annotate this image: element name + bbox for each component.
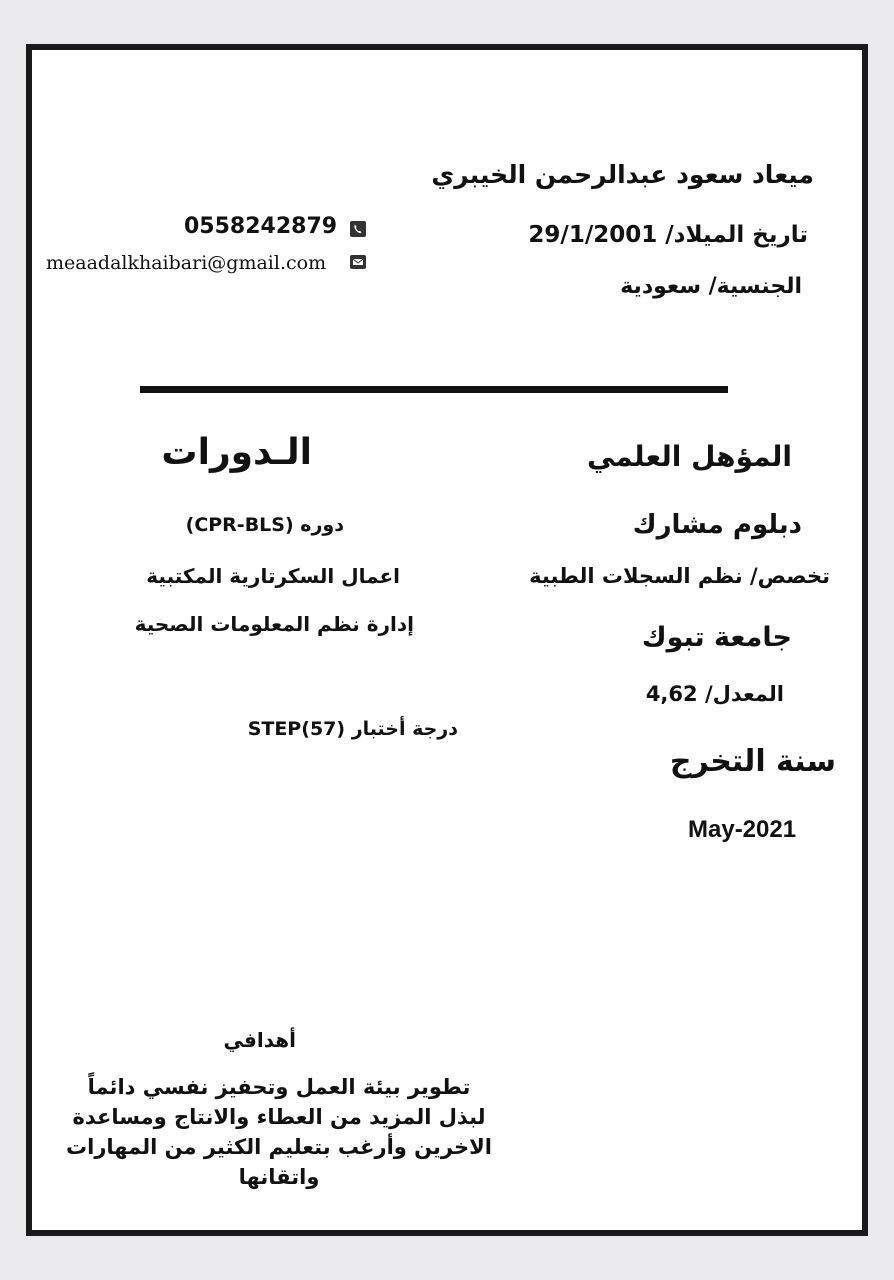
phone-icon bbox=[350, 221, 366, 237]
graduation-date: May-2021 bbox=[688, 816, 797, 843]
goals-text bbox=[44, 1072, 514, 1192]
header-divider bbox=[140, 386, 728, 393]
goals-line: الاخرين وأرغب بتعليم الكثير من المهارات bbox=[66, 1135, 492, 1159]
course-item: دوره (CPR-BLS) bbox=[185, 514, 344, 536]
graduation-heading: سنة التخرج bbox=[669, 744, 836, 779]
goals-line: واتقانها bbox=[238, 1165, 320, 1189]
gpa: المعدل/ 4,62 bbox=[645, 682, 784, 706]
course-item: اعمال السكرتارية المكتبية bbox=[146, 564, 400, 588]
goals-line: تطوير بيئة العمل وتحفيز نفسي دائماً bbox=[87, 1075, 471, 1099]
full-name: ميعاد سعود عبدالرحمن الخيبري bbox=[431, 160, 814, 189]
major: تخصص/ نظم السجلات الطبية bbox=[529, 564, 830, 588]
courses-heading: الـدورات bbox=[161, 432, 312, 473]
degree: دبلوم مشارك bbox=[632, 510, 802, 540]
phone-number: 0558242879 bbox=[184, 214, 338, 239]
email-address: meaadalkhaibari@gmail.com bbox=[46, 252, 327, 274]
qualification-heading: المؤهل العلمي bbox=[586, 440, 792, 473]
goals-heading: أهدافي bbox=[223, 1028, 296, 1052]
goals-line: لبذل المزيد من العطاء والانتاج ومساعدة bbox=[72, 1105, 486, 1129]
university: جامعة تبوك bbox=[641, 622, 792, 653]
birth-date: تاريخ الميلاد/ 29/1/2001 bbox=[528, 222, 808, 248]
email-icon bbox=[350, 255, 366, 269]
course-item: إدارة نظم المعلومات الصحية bbox=[134, 612, 414, 636]
step-score: درجة أختبار (57)STEP bbox=[247, 718, 458, 740]
nationality: الجنسية/ سعودية bbox=[620, 274, 802, 299]
